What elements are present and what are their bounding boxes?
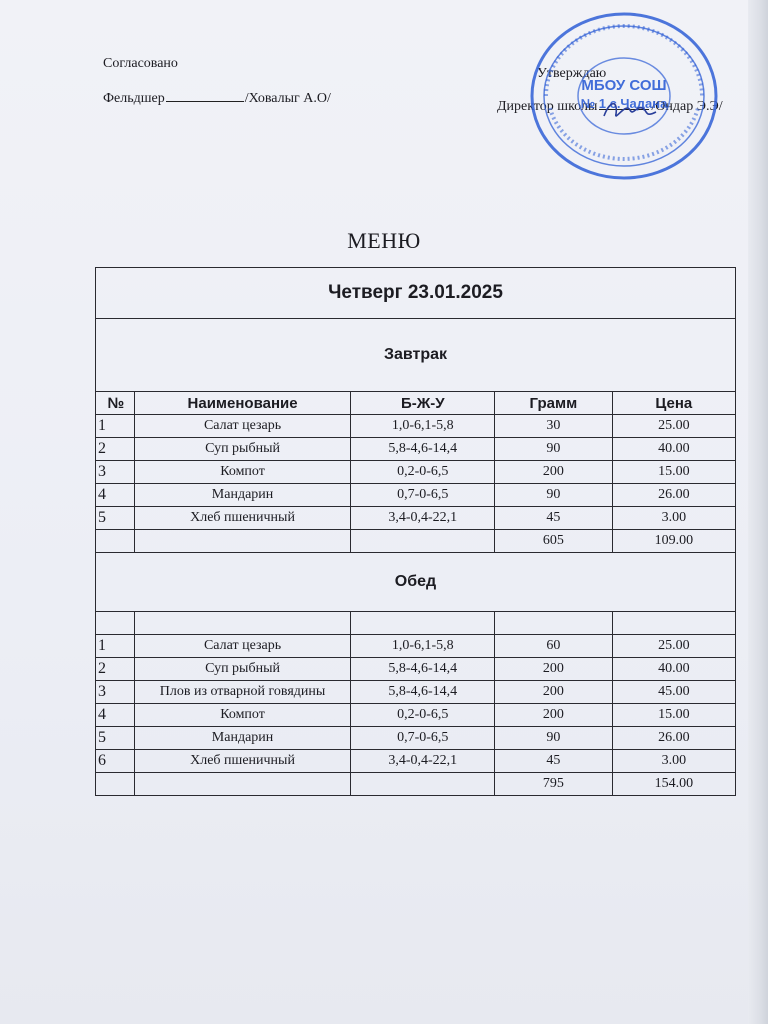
item-number: 6 [96, 750, 135, 773]
stamp-number-text: № 1 с.Чадана [580, 96, 668, 111]
item-price: 3.00 [612, 507, 735, 530]
item-name: Компот [134, 704, 351, 727]
total-empty [96, 773, 135, 796]
item-number: 3 [96, 461, 135, 484]
menu-row [96, 658, 736, 681]
item-gram: 90 [495, 484, 613, 507]
item-name: Мандарин [134, 484, 351, 507]
director-signature [600, 96, 660, 126]
menu-row [96, 484, 736, 507]
blank-cell [612, 612, 735, 635]
item-price: 3.00 [612, 750, 735, 773]
item-bju: 0,2-0-6,5 [351, 704, 495, 727]
total-empty [351, 530, 495, 553]
item-price: 26.00 [612, 727, 735, 750]
item-bju: 5,8-4,6-14,4 [351, 658, 495, 681]
item-number: 2 [96, 438, 135, 461]
breakfast-total-price: 109.00 [612, 530, 735, 553]
total-empty [134, 773, 351, 796]
menu-row [96, 750, 736, 773]
menu-row [96, 727, 736, 750]
item-price: 40.00 [612, 658, 735, 681]
menu-row [96, 415, 736, 438]
medic-label: Фельдшер [103, 91, 165, 106]
blank-cell [96, 612, 135, 635]
lunch-total-price: 154.00 [612, 773, 735, 796]
col-bju: Б-Ж-У [351, 392, 495, 415]
item-name: Хлеб пшеничный [134, 750, 351, 773]
item-gram: 60 [495, 635, 613, 658]
item-number: 4 [96, 704, 135, 727]
item-name: Салат цезарь [134, 635, 351, 658]
col-name: Наименование [134, 392, 351, 415]
item-number: 2 [96, 658, 135, 681]
item-name: Салат цезарь [134, 415, 351, 438]
item-number: 1 [96, 415, 135, 438]
medic-signature-line [103, 91, 331, 107]
item-price: 25.00 [612, 635, 735, 658]
paper-edge [748, 0, 768, 1024]
col-number: № [96, 392, 135, 415]
total-empty [351, 773, 495, 796]
item-gram: 45 [495, 750, 613, 773]
breakfast-rows [96, 415, 736, 530]
item-gram: 90 [495, 727, 613, 750]
item-price: 40.00 [612, 438, 735, 461]
total-empty [134, 530, 351, 553]
day-header: Четверг 23.01.2025 [96, 268, 736, 319]
item-bju: 1,0-6,1-5,8 [351, 415, 495, 438]
item-price: 25.00 [612, 415, 735, 438]
stamp-center-text: МБОУ СОШ [581, 77, 667, 94]
item-gram: 200 [495, 658, 613, 681]
col-price: Цена [612, 392, 735, 415]
page-title: МЕНЮ [347, 228, 421, 253]
item-bju: 5,8-4,6-14,4 [351, 681, 495, 704]
item-number: 3 [96, 681, 135, 704]
agreed-label: Согласовано [103, 56, 178, 71]
item-name: Плов из отварной говядины [134, 681, 351, 704]
item-price: 15.00 [612, 704, 735, 727]
breakfast-section: Завтрак [96, 319, 736, 392]
menu-row [96, 704, 736, 727]
item-bju: 0,2-0-6,5 [351, 461, 495, 484]
item-number: 5 [96, 727, 135, 750]
director-name: /Ондар Э.Э/ [651, 99, 723, 114]
lunch-total-gram: 795 [495, 773, 613, 796]
lunch-rows [96, 635, 736, 773]
menu-row [96, 635, 736, 658]
col-gram: Грамм [495, 392, 613, 415]
item-number: 1 [96, 635, 135, 658]
item-gram: 200 [495, 681, 613, 704]
blank-cell [351, 612, 495, 635]
item-name: Хлеб пшеничный [134, 507, 351, 530]
signature-underline [166, 101, 244, 102]
blank-cell [134, 612, 351, 635]
item-name: Мандарин [134, 727, 351, 750]
item-gram: 45 [495, 507, 613, 530]
item-number: 5 [96, 507, 135, 530]
item-gram: 200 [495, 704, 613, 727]
item-name: Компот [134, 461, 351, 484]
approve-label: Утверждаю [537, 66, 607, 81]
item-price: 45.00 [612, 681, 735, 704]
total-empty [96, 530, 135, 553]
menu-table [95, 267, 736, 796]
table-header-row [96, 392, 736, 415]
item-bju: 3,4-0,4-22,1 [351, 750, 495, 773]
item-price: 15.00 [612, 461, 735, 484]
menu-row [96, 461, 736, 484]
menu-row [96, 681, 736, 704]
item-bju: 5,8-4,6-14,4 [351, 438, 495, 461]
item-bju: 3,4-0,4-22,1 [351, 507, 495, 530]
menu-row [96, 438, 736, 461]
item-gram: 200 [495, 461, 613, 484]
item-price: 26.00 [612, 484, 735, 507]
breakfast-total-gram: 605 [495, 530, 613, 553]
blank-cell [495, 612, 613, 635]
item-bju: 0,7-0-6,5 [351, 484, 495, 507]
lunch-section: Обед [96, 553, 736, 612]
item-bju: 0,7-0-6,5 [351, 727, 495, 750]
item-number: 4 [96, 484, 135, 507]
item-name: Суп рыбный [134, 438, 351, 461]
lunch-blank-row [96, 612, 736, 635]
lunch-total-row [96, 773, 736, 796]
item-gram: 90 [495, 438, 613, 461]
breakfast-total-row [96, 530, 736, 553]
item-bju: 1,0-6,1-5,8 [351, 635, 495, 658]
menu-row [96, 507, 736, 530]
medic-name: /Ховалыг А.О/ [244, 91, 331, 106]
item-name: Суп рыбный [134, 658, 351, 681]
director-label: Директор школы [497, 99, 598, 114]
item-gram: 30 [495, 415, 613, 438]
